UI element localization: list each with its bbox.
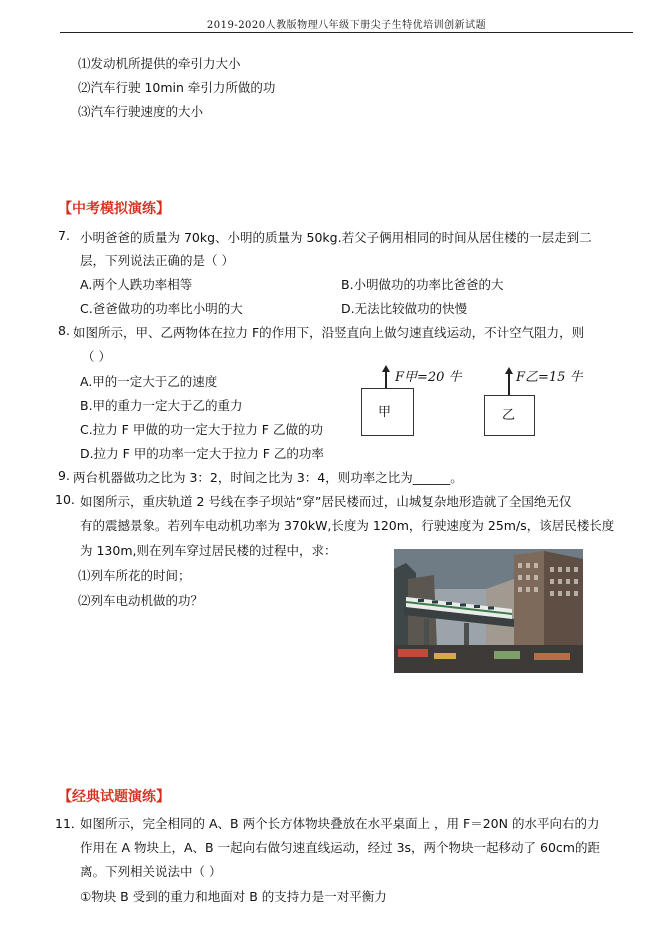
section-title-mock-exam: 【中考模拟演练】 bbox=[58, 201, 170, 217]
q11-line1: 如图所示，完全相同的 A、B 两个长方体物块叠放在水平桌面上 ，用 F＝20N 的水平向右的力 bbox=[80, 816, 600, 831]
q11-sub1: ①物块 B 受到的重力和地面对 B 的支持力是一对平衡力 bbox=[80, 889, 387, 904]
photo-illustration bbox=[394, 549, 583, 673]
q11-number: 11． bbox=[55, 816, 84, 831]
q8-option-d: D.拉力 F 甲的功率一定大于拉力 F 乙的功率 bbox=[80, 446, 324, 461]
q7-option-c: C.爸爸做功的功率比小明的大 bbox=[80, 301, 243, 316]
q8-line1: 如图所示，甲、乙两物体在拉力 F的作用下，沿竖直向上做匀速直线运动，不计空气阻力，则 bbox=[73, 325, 585, 340]
q10-line1: 如图所示，重庆轨道 2 号线在李子坝站“穿”居民楼而过，山城复杂地形造就了全国绝无仅 bbox=[80, 494, 572, 509]
monorail-building-photo bbox=[394, 549, 583, 673]
page-header: 2019-2020人教版物理八年级下册尖子生特优培训创新试题 bbox=[206, 20, 487, 31]
q10-line2: 有的震撼景象。若列车电动机功率为 370kW,长度为 120m，行驶速度为 25m/s，该居民楼长度 bbox=[80, 518, 615, 533]
top-item-3: ⑶汽车行驶速度的大小 bbox=[78, 104, 204, 119]
q10-sub1: ⑴列车所花的时间； bbox=[78, 568, 191, 583]
force-label-b: F乙=15 牛 bbox=[516, 370, 583, 385]
q8-option-a: A.甲的一定大于乙的速度 bbox=[80, 374, 218, 389]
q7-line2: 层，下列说法正确的是（ ） bbox=[80, 253, 234, 268]
q10-number: 10. bbox=[55, 492, 75, 507]
q7-option-d: D.无法比较做功的快慢 bbox=[341, 301, 468, 316]
section-title-classic-exam: 【经典试题演练】 bbox=[58, 789, 170, 805]
top-item-1: ⑴发动机所提供的牵引力大小 bbox=[78, 56, 241, 71]
top-item-2: ⑵汽车行驶 10min 牵引力所做的功 bbox=[78, 80, 276, 95]
q9-number: 9. bbox=[58, 468, 70, 483]
force-label-a: F甲=20 牛 bbox=[395, 370, 462, 385]
box-yi-label: 乙 bbox=[502, 408, 516, 423]
q11-line3: 离。下列相关说法中（ ） bbox=[80, 864, 222, 879]
q7-number: 7. bbox=[58, 228, 70, 243]
arrow-shaft-a bbox=[385, 371, 387, 389]
q11-line2: 作用在 A 物块上，A、B 一起向右做匀速直线运动，经过 3s，两个物块一起移动了 60cm的距 bbox=[80, 840, 600, 855]
q9-text: 两台机器做功之比为 3：2，时间之比为 3：4，则功率之比为______。 bbox=[73, 470, 463, 485]
box-jia-label: 甲 bbox=[378, 405, 392, 420]
q8-option-b: B.甲的重力一定大于乙的重力 bbox=[80, 398, 243, 413]
q10-line3: 为 130m,则在列车穿过居民楼的过程中，求： bbox=[80, 543, 337, 558]
q7-option-a: A.两个人跌功率相等 bbox=[80, 277, 193, 292]
q7-line1: 小明爸爸的质量为 70kg、小明的质量为 50kg.若父子俩用相同的时间从居住楼的一层走到二 bbox=[80, 230, 592, 245]
q7-option-b: B.小明做功的功率比爸爸的大 bbox=[341, 277, 504, 292]
q8-line2: （ ） bbox=[82, 349, 111, 364]
q10-sub2: ⑵列车电动机做的功？ bbox=[78, 593, 204, 608]
q8-number: 8. bbox=[58, 323, 70, 338]
q8-option-c: C.拉力 F 甲做的功一定大于拉力 F 乙做的功 bbox=[80, 422, 323, 437]
header-divider bbox=[60, 32, 633, 33]
arrow-shaft-b bbox=[508, 373, 510, 395]
